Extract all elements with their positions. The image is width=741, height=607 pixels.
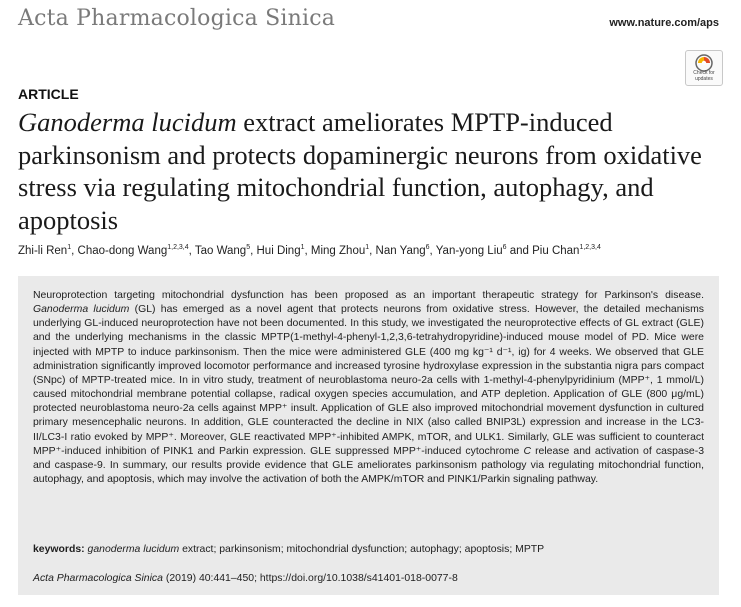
author-affiliation: 1 [365, 244, 370, 251]
abstract-box [18, 276, 719, 595]
author-affiliation: 5 [246, 244, 251, 251]
article-title [18, 106, 718, 236]
author-name[interactable]: Tao Wang [194, 244, 247, 257]
author-name[interactable]: Chao-dong Wang [77, 244, 168, 257]
author-name[interactable]: Hui Ding [256, 244, 301, 257]
abstract-text [33, 289, 704, 487]
author-affiliation: 1,2,3,4 [167, 244, 189, 251]
abstract-part: Neuroprotection targeting mitochondrial dysfunction has been proposed as an important therapeutic strategy for Parkinson's disease. [33, 290, 704, 301]
author-name[interactable]: Piu Chan [532, 244, 580, 257]
author-name[interactable]: Yan-yong Liu [435, 244, 503, 257]
author-affiliation: 6 [425, 244, 430, 251]
citation-journal: Acta Pharmacologica Sinica [33, 573, 163, 584]
keyword-italic: ganoderma lucidum [87, 544, 180, 555]
title-species: Ganoderma lucidum [18, 107, 237, 137]
author-name[interactable]: Nan Yang [375, 244, 426, 257]
citation-doi[interactable]: (2019) 40:441–450; https://doi.org/10.1038/s41401-018-0077-8 [162, 573, 458, 584]
abstract-italic: C [523, 445, 531, 457]
journal-name: Acta Pharmacologica Sinica [18, 6, 336, 31]
article-type-label: ARTICLE [18, 86, 79, 102]
author-affiliation: 1 [300, 244, 305, 251]
author-name[interactable]: Zhi-li Ren [18, 244, 68, 257]
keywords-line [33, 544, 544, 555]
author-affiliation: 6 [502, 244, 507, 251]
author-affiliation: 1,2,3,4 [579, 244, 601, 251]
keywords-label: keywords: [33, 544, 85, 555]
abstract-italic: Ganoderma lucidum [33, 304, 130, 316]
author-list: Zhi-li Ren$^1$, Chao-dong Wang$^{1,2,3,4}$, Tao Wang$^5$, Hui Ding$^1$, Ming Zhou$^1$, Nan Yang$^6$, Yan-yong Liu$^6$ and Piu Chan$^{1,2,3,4}$ [18, 244, 601, 257]
title-rest: extract ameliorates MPTP-induced parkinsonism and protects dopaminergic neurons from oxidative stress via regulating mitochondrial function, autophagy, and apoptosis [18, 107, 702, 235]
abstract-part: release and activation of caspase-3 and caspase-9. In summary, our results provide evidence that GLE ameliorates parkinsonism pathology via regulating mitochondrial function, autophagy, and apoptosis, which may involve the activation of both the AMPK/mTOR and PINK1/Parkin signaling pathway. [33, 445, 705, 486]
author-name[interactable]: Ming Zhou [310, 244, 366, 257]
check-for-updates-badge[interactable] [685, 50, 723, 86]
check-updates-label: Check for updates [693, 70, 715, 82]
journal-url[interactable]: www.nature.com/aps [609, 17, 719, 29]
citation-line [33, 573, 458, 584]
abstract-part: (GL) has emerged as a novel agent that protects neurons from oxidative stress. However, the detailed mechanisms underlying GL-induced neuroprotection have not been documented. In this study, we investigated the neuroprotective effects of GL extract (GLE) and the underlying mechanisms in the classic MPTP(1-methyl-4-phenyl-1,2,3,6-tetrahydropyridine)-induced mouse model of PD. Mice were injected with MPTP to induce parkinsonism. Then the mice were administered GLE (400 mg kg⁻¹ d⁻¹, ig) for 4 weeks. We observed that GLE administration significantly improved locomotor performance and increased tyrosine hydroxylase expression in the substantia nigra pars compact (SNpc) of MPTP-treated mice. In in vitro study, treatment of neuroblastoma neuro-2a cells with 1-methyl-4-phenylpyridinium (MPP⁺, 1 mmol/L) caused mitochondrial membrane potential collapse, radical oxygen species accumulation, and ATP depletion. Application of GLE (800 μg/mL) protected neuroblastoma neuro-2a cells against MPP⁺ insult. Application of GLE also improved mitochondrial movement dysfunction in cultured primary mesencephalic neurons. In addition, GLE counteracted the decline in NIX (also called BNIP3L) expression and increase in the LC3-II/LC3-I ratio evoked by MPP⁺. Moreover, GLE reactivated MPP⁺-inhibited AMPK, mTOR, and ULK1. Similarly, GLE was sufficient to counteract MPP⁺-induced inhibition of PINK1 and Parkin expression. GLE suppressed MPP⁺-induced cytochrome [33, 304, 704, 457]
keywords-rest: extract; parkinsonism; mitochondrial dysfunction; autophagy; apoptosis; MPTP [179, 544, 545, 555]
author-affiliation: 1 [67, 244, 72, 251]
